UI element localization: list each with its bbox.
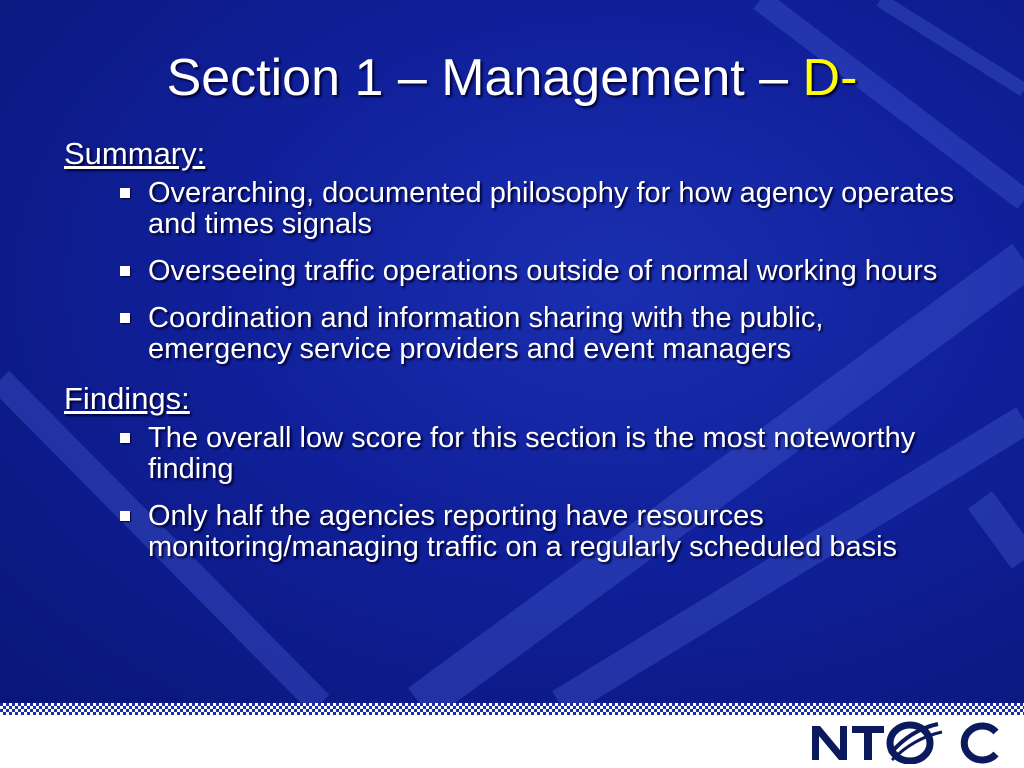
square-bullet-icon [120,188,130,198]
bullet-text: Only half the agencies reporting have resources monitoring/managing traffic on a regularly scheduled basis [148,500,898,563]
summary-heading: Summary: [64,136,206,171]
square-bullet-icon [120,511,130,521]
list-item [64,256,964,287]
square-bullet-icon [120,313,130,323]
square-bullet-icon [120,433,130,443]
title-grade: D- [802,49,858,107]
bullet-text: Overseeing traffic operations outside of normal working hours [148,255,938,287]
list-item [64,501,964,563]
bullet-text: Overarching, documented philosophy for how agency operates and times signals [148,177,955,240]
title-text: Section 1 – Management – [166,49,803,107]
summary-list [64,178,964,365]
findings-heading: Findings: [64,381,190,416]
ntoc-logo [810,720,1000,764]
slide-content [64,136,964,579]
list-item [64,303,964,365]
findings-list [64,423,964,563]
list-item [64,178,964,240]
bullet-text: Coordination and information sharing with the public, emergency service providers and event managers [148,302,824,365]
slide-title [0,48,1024,108]
checkered-footer-band [0,703,1024,715]
list-item [64,423,964,485]
bullet-text: The overall low score for this section is the most noteworthy finding [148,422,916,485]
square-bullet-icon [120,266,130,276]
